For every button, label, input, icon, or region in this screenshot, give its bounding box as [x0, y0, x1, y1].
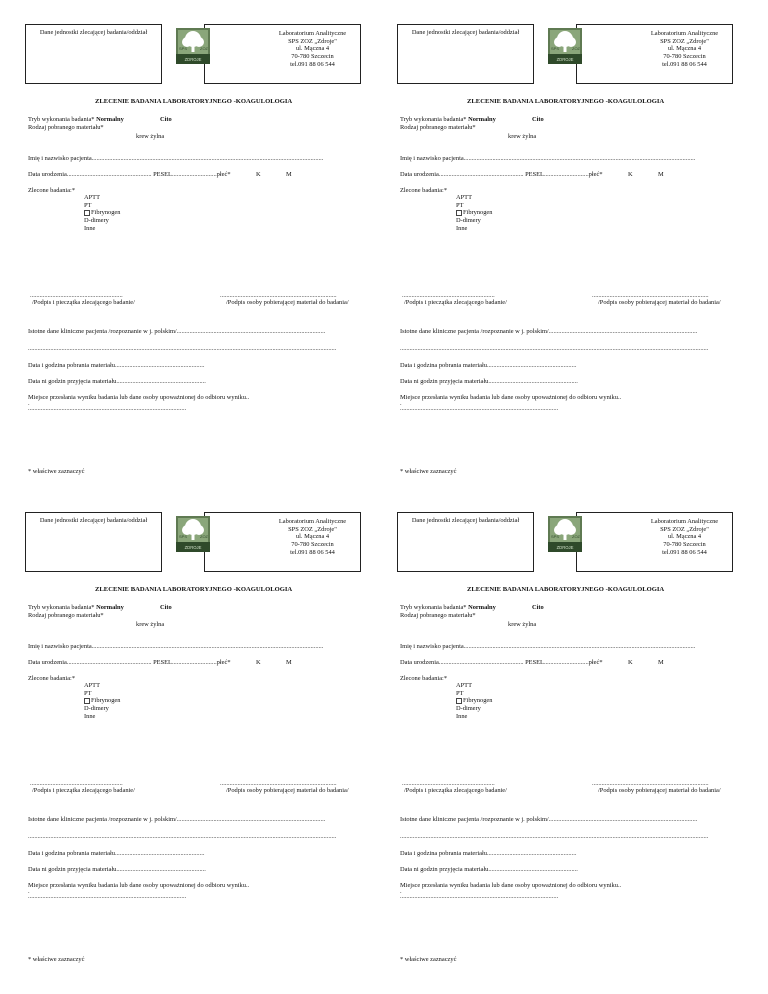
- patient-name-field[interactable]: Imię i nazwisko pacjenta.................................................................................................................................................: [400, 643, 696, 650]
- ordering-unit-box: [397, 24, 534, 84]
- sex-k[interactable]: K: [256, 659, 261, 666]
- sex-m[interactable]: M: [286, 659, 292, 666]
- test-d-dimer[interactable]: D-dimery: [456, 217, 481, 225]
- tests-label: Zlecone badania:*: [28, 675, 76, 682]
- form-top-left: [0, 0, 384, 497]
- test-aptt[interactable]: APTT: [456, 194, 472, 201]
- ordering-unit-label: Dane jednostki zlecającej badania/oddział: [39, 29, 148, 36]
- ordering-unit-box: [25, 24, 162, 84]
- test-other[interactable]: Inne: [84, 224, 96, 232]
- mode-normal[interactable]: Normalny: [96, 604, 124, 611]
- footnote: * właściwe zaznaczyć: [28, 956, 85, 963]
- zdroje-logo: [176, 28, 210, 64]
- tests-list: [84, 194, 120, 232]
- signature-label-right: /Podpis osoby pobierającej materiał do badania/: [226, 787, 349, 794]
- signature-line-left[interactable]: ..........................................................: [30, 292, 123, 299]
- mode-normal[interactable]: Normalny: [468, 604, 496, 611]
- form-title: ZLECENIE BADANIA LABORATORYJNEGO -KOAGULOLOGIA: [95, 586, 293, 593]
- checkbox-icon[interactable]: [456, 698, 462, 704]
- birth-pesel-sex-field[interactable]: Data urodzenia..................................................... PESEL............................płeć*: [400, 659, 603, 666]
- footnote: * właściwe zaznaczyć: [400, 468, 457, 475]
- zdroje-logo: [548, 516, 582, 552]
- clinical-data-field[interactable]: Istotne dane kliniczne pacjenta /rozpoznanie w j. polskim/.............................................................................................: [28, 816, 326, 823]
- zdroje-logo: [548, 28, 582, 64]
- test-pt[interactable]: PT: [456, 689, 464, 697]
- checkbox-icon[interactable]: [84, 210, 90, 216]
- laboratory-address: Laboratorium Analityczne SPS ZOZ „Zdroje" ul. Mączna 4 70-780 Szczecin tel.091 88 06 544: [650, 518, 719, 556]
- svg-text:SPS: SPS: [179, 534, 188, 539]
- tests-list: [84, 682, 120, 720]
- patient-name-field[interactable]: Imię i nazwisko pacjenta.................................................................................................................................................: [400, 155, 696, 162]
- svg-text:ZOZ: ZOZ: [572, 46, 580, 51]
- clinical-data-field[interactable]: Istotne dane kliniczne pacjenta /rozpoznanie w j. polskim/.............................................................................................: [28, 328, 326, 335]
- svg-text:ZOZ: ZOZ: [200, 534, 208, 539]
- patient-name-field[interactable]: Imię i nazwisko pacjenta.................................................................................................................................................: [28, 155, 324, 162]
- result-destination-dot: .: [28, 400, 30, 407]
- sex-m[interactable]: M: [658, 171, 664, 178]
- sex-m[interactable]: M: [286, 171, 292, 178]
- collection-date-field[interactable]: Data i godzina pobrania materiału........................................................: [28, 362, 205, 369]
- tree-logo-icon: [176, 516, 210, 552]
- test-fibrinogen[interactable]: Fibrynogen: [456, 209, 492, 217]
- tree-logo-icon: [548, 516, 582, 552]
- result-destination-label: Miejsce przesłania wyniku badania lub dane osoby upoważnionej do odbioru wyniku..: [400, 882, 622, 889]
- result-destination-field[interactable]: ...................................................................................................: [400, 405, 559, 412]
- svg-text:SPS: SPS: [179, 46, 188, 51]
- mode-cito[interactable]: Cito: [532, 116, 544, 123]
- sex-k[interactable]: K: [628, 659, 633, 666]
- clinical-data-line[interactable]: .................................................................................................................................................................................................: [28, 345, 337, 352]
- ordering-unit-label: Dane jednostki zlecającej badania/oddział: [39, 517, 148, 524]
- clinical-data-field[interactable]: Istotne dane kliniczne pacjenta /rozpoznanie w j. polskim/.............................................................................................: [400, 816, 698, 823]
- execution-mode-row: Tryb wykonania badania* Normalny: [400, 116, 496, 123]
- receipt-date-field[interactable]: Data ni godzin przyjęcia materiału........................................................: [28, 866, 206, 873]
- svg-text:SPS: SPS: [551, 534, 560, 539]
- collection-date-field[interactable]: Data i godzina pobrania materiału........................................................: [28, 850, 205, 857]
- execution-mode-row: Tryb wykonania badania* Normalny: [28, 116, 124, 123]
- svg-text:ZOZ: ZOZ: [200, 46, 208, 51]
- svg-text:ZDROJE: ZDROJE: [184, 57, 202, 62]
- tests-label: Zlecone badania:*: [400, 187, 448, 194]
- signature-label-right: /Podpis osoby pobierającej materiał do badania/: [598, 787, 721, 794]
- form-title: ZLECENIE BADANIA LABORATORYJNEGO -KOAGULOLOGIA: [467, 586, 665, 593]
- form-top-right: [372, 0, 756, 497]
- laboratory-box: [576, 24, 733, 84]
- signature-line-right[interactable]: .........................................................................: [592, 780, 709, 787]
- material-label: Rodzaj pobranego materiału*: [400, 612, 476, 619]
- ordering-unit-label: Dane jednostki zlecającej badania/oddział: [411, 29, 520, 36]
- material-value: krew żylna: [508, 621, 537, 628]
- form-bottom-right: [372, 488, 756, 985]
- ordering-unit-box: [25, 512, 162, 572]
- checkbox-icon[interactable]: [84, 698, 90, 704]
- material-value: krew żylna: [136, 133, 165, 140]
- signature-label-right: /Podpis osoby pobierającej materiał do badania/: [598, 299, 721, 306]
- footnote: * właściwe zaznaczyć: [400, 956, 457, 963]
- clinical-data-line[interactable]: .................................................................................................................................................................................................: [400, 833, 709, 840]
- signature-line-left[interactable]: ..........................................................: [402, 780, 495, 787]
- result-destination-label: Miejsce przesłania wyniku badania lub dane osoby upoważnionej do odbioru wyniku..: [400, 394, 622, 401]
- checkbox-icon[interactable]: [456, 210, 462, 216]
- execution-mode-row: Tryb wykonania badania* Normalny: [28, 604, 124, 611]
- form-title: ZLECENIE BADANIA LABORATORYJNEGO -KOAGULOLOGIA: [467, 98, 665, 105]
- mode-cito[interactable]: Cito: [160, 116, 172, 123]
- test-d-dimer[interactable]: D-dimery: [84, 705, 109, 713]
- svg-text:ZDROJE: ZDROJE: [556, 545, 574, 550]
- collection-date-field[interactable]: Data i godzina pobrania materiału........................................................: [400, 850, 577, 857]
- signature-line-left[interactable]: ..........................................................: [30, 780, 123, 787]
- svg-text:ZDROJE: ZDROJE: [556, 57, 574, 62]
- clinical-data-line[interactable]: .................................................................................................................................................................................................: [400, 345, 709, 352]
- clinical-data-line[interactable]: .................................................................................................................................................................................................: [28, 833, 337, 840]
- material-label: Rodzaj pobranego materiału*: [28, 124, 104, 131]
- patient-name-field[interactable]: Imię i nazwisko pacjenta.................................................................................................................................................: [28, 643, 324, 650]
- test-pt[interactable]: PT: [456, 201, 464, 209]
- tests-label: Zlecone badania:*: [400, 675, 448, 682]
- material-value: krew żylna: [136, 621, 165, 628]
- material-value: krew żylna: [508, 133, 537, 140]
- result-destination-label: Miejsce przesłania wyniku badania lub dane osoby upoważnionej do odbioru wyniku..: [28, 394, 250, 401]
- ordering-unit-box: [397, 512, 534, 572]
- sex-m[interactable]: M: [658, 659, 664, 666]
- laboratory-address: Laboratorium Analityczne SPS ZOZ „Zdroje" ul. Mączna 4 70-780 Szczecin tel.091 88 06 544: [278, 30, 347, 68]
- test-d-dimer[interactable]: D-dimery: [84, 217, 109, 225]
- signature-line-right[interactable]: .........................................................................: [220, 780, 337, 787]
- test-fibrinogen[interactable]: Fibrynogen: [84, 697, 120, 705]
- birth-pesel-sex-field[interactable]: Data urodzenia..................................................... PESEL............................płeć*: [28, 659, 231, 666]
- signature-line-right[interactable]: .........................................................................: [592, 292, 709, 299]
- result-destination-dot: .: [400, 888, 402, 895]
- test-aptt[interactable]: APTT: [456, 682, 472, 689]
- birth-pesel-sex-field[interactable]: Data urodzenia..................................................... PESEL............................płeć*: [28, 171, 231, 178]
- result-destination-dot: .: [28, 888, 30, 895]
- svg-text:SPS: SPS: [551, 46, 560, 51]
- tree-logo-icon: [176, 28, 210, 64]
- tests-list: [456, 194, 492, 232]
- result-destination-dot: .: [400, 400, 402, 407]
- test-other[interactable]: Inne: [84, 712, 96, 720]
- tests-list: [456, 682, 492, 720]
- birth-pesel-sex-field[interactable]: Data urodzenia..................................................... PESEL............................płeć*: [400, 171, 603, 178]
- laboratory-box: [576, 512, 733, 572]
- laboratory-box: [204, 24, 361, 84]
- laboratory-address: Laboratorium Analityczne SPS ZOZ „Zdroje" ul. Mączna 4 70-780 Szczecin tel.091 88 06 544: [278, 518, 347, 556]
- result-destination-field[interactable]: ...................................................................................................: [28, 893, 187, 900]
- material-label: Rodzaj pobranego materiału*: [28, 612, 104, 619]
- result-destination-label: Miejsce przesłania wyniku badania lub dane osoby upoważnionej do odbioru wyniku..: [28, 882, 250, 889]
- signature-label-right: /Podpis osoby pobierającej materiał do badania/: [226, 299, 349, 306]
- mode-cito[interactable]: Cito: [532, 604, 544, 611]
- laboratory-address: Laboratorium Analityczne SPS ZOZ „Zdroje" ul. Mączna 4 70-780 Szczecin tel.091 88 06 544: [650, 30, 719, 68]
- svg-text:ZOZ: ZOZ: [572, 534, 580, 539]
- form-title: ZLECENIE BADANIA LABORATORYJNEGO -KOAGULOLOGIA: [95, 98, 293, 105]
- signature-line-right[interactable]: .........................................................................: [220, 292, 337, 299]
- execution-mode-row: Tryb wykonania badania* Normalny: [400, 604, 496, 611]
- footnote: * właściwe zaznaczyć: [28, 468, 85, 475]
- receipt-date-field[interactable]: Data ni godzin przyjęcia materiału........................................................: [28, 378, 206, 385]
- mode-cito[interactable]: Cito: [160, 604, 172, 611]
- tree-logo-icon: [548, 28, 582, 64]
- test-aptt[interactable]: APTT: [84, 682, 100, 689]
- svg-text:ZDROJE: ZDROJE: [184, 545, 202, 550]
- result-destination-field[interactable]: ...................................................................................................: [400, 893, 559, 900]
- test-other[interactable]: Inne: [456, 224, 468, 232]
- mode-normal[interactable]: Normalny: [468, 116, 496, 123]
- clinical-data-field[interactable]: Istotne dane kliniczne pacjenta /rozpoznanie w j. polskim/.............................................................................................: [400, 328, 698, 335]
- sex-k[interactable]: K: [628, 171, 633, 178]
- laboratory-box: [204, 512, 361, 572]
- test-fibrinogen[interactable]: Fibrynogen: [84, 209, 120, 217]
- form-bottom-left: [0, 488, 384, 985]
- test-pt[interactable]: PT: [84, 689, 92, 697]
- tests-label: Zlecone badania:*: [28, 187, 76, 194]
- material-label: Rodzaj pobranego materiału*: [400, 124, 476, 131]
- test-d-dimer[interactable]: D-dimery: [456, 705, 481, 713]
- signature-label-left: /Podpis i pieczątka zlecającego badanie/: [32, 299, 135, 306]
- test-other[interactable]: Inne: [456, 712, 468, 720]
- mode-normal[interactable]: Normalny: [96, 116, 124, 123]
- ordering-unit-label: Dane jednostki zlecającej badania/oddział: [411, 517, 520, 524]
- signature-label-left: /Podpis i pieczątka zlecającego badanie/: [32, 787, 135, 794]
- receipt-date-field[interactable]: Data ni godzin przyjęcia materiału........................................................: [400, 866, 578, 873]
- signature-label-left: /Podpis i pieczątka zlecającego badanie/: [404, 787, 507, 794]
- result-destination-field[interactable]: ...................................................................................................: [28, 405, 187, 412]
- test-aptt[interactable]: APTT: [84, 194, 100, 201]
- test-pt[interactable]: PT: [84, 201, 92, 209]
- sex-k[interactable]: K: [256, 171, 261, 178]
- zdroje-logo: [176, 516, 210, 552]
- test-fibrinogen[interactable]: Fibrynogen: [456, 697, 492, 705]
- signature-label-left: /Podpis i pieczątka zlecającego badanie/: [404, 299, 507, 306]
- collection-date-field[interactable]: Data i godzina pobrania materiału........................................................: [400, 362, 577, 369]
- receipt-date-field[interactable]: Data ni godzin przyjęcia materiału........................................................: [400, 378, 578, 385]
- signature-line-left[interactable]: ..........................................................: [402, 292, 495, 299]
